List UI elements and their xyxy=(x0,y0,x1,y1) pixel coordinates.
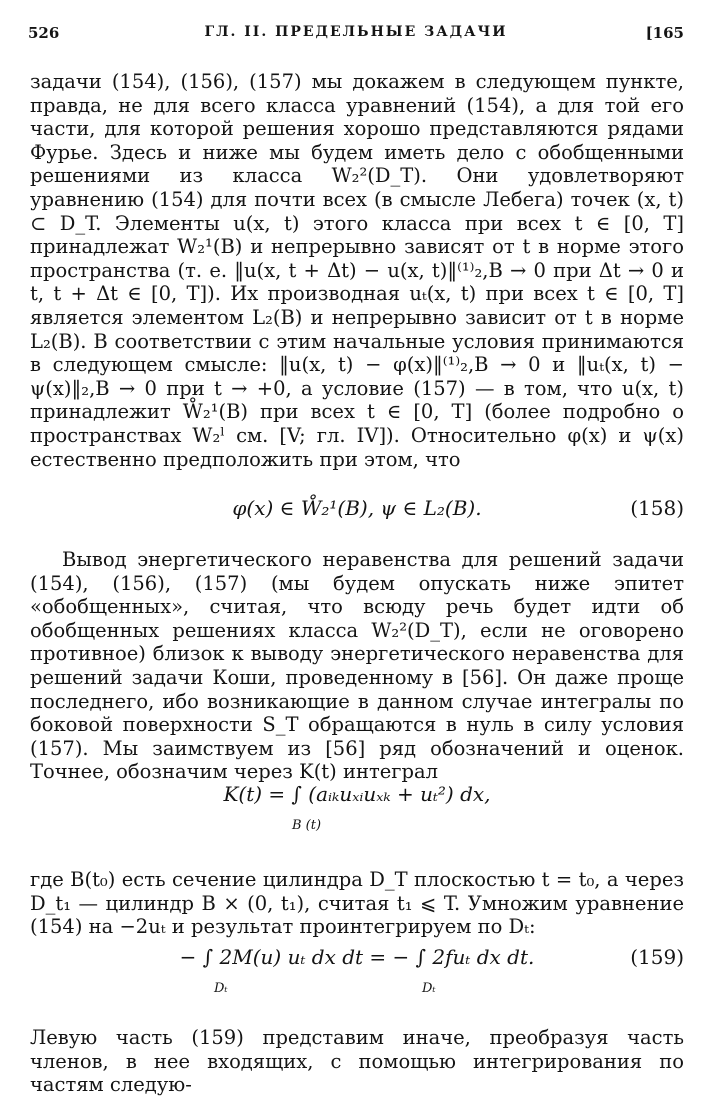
page-number: 526 xyxy=(28,24,60,42)
paragraph-4: Левую часть (159) представим иначе, преобразуя часть членов, в нее входящих, с помощью интегрирования по частям следую- xyxy=(30,1026,684,1097)
equation-k-formula: K(t) = ∫ (aᵢₖuₓᵢuₓₖ + uₜ²) dx, xyxy=(223,782,491,806)
section-mark: [165 xyxy=(645,24,684,42)
equation-158-formula: φ(x) ∈ W̊₂¹(B), ψ ∈ L₂(B). xyxy=(232,496,482,520)
paragraph-1: задачи (154), (156), (157) мы докажем в следующем пункте, правда, не для всего класса уравнений (154), а для той его части, для которой решения хорошо представляются рядами Фурье. Здесь и ниже мы будем иметь дело с обобщенными решениями из класса W₂²(D_T). Они удовлетворяют уравнению (154) для почти всех (в смысле Лебега) точек (x, t) ⊂ D_T. Элементы u(x, t) этого класса при всех t ∈ [0, T] принадлежат W₂¹(B) и непрерывно зависят от t в норме этого пространства (т. е. ‖u(x, t + Δt) − u(x, t)‖⁽¹⁾₂,B → 0 при Δt → 0 и t, t + Δt ∈ [0, T]). Их производная uₜ(x, t) при всех t ∈ [0, T] является элементом L₂(B) и непрерывно зависит от t в норме L₂(B). В соответствии с этим начальные условия принимаются в следующем смысле: ‖u(x, t) − φ(x)‖⁽¹⁾₂,B → 0 и ‖uₜ(x, t) − ψ(x)‖₂,B → 0 при t → +0, а условие (157) — в том, что u(x, t) принадлежит W̊₂¹(B) при всех t ∈ [0, T] (более подробно о пространствах W₂ˡ см. [V; гл. IV]). Относительно φ(x) и ψ(x) естественно предположить при этом, что xyxy=(30,70,684,471)
equation-159-domain-left: Dₜ xyxy=(214,981,228,996)
equation-158-number: (158) xyxy=(630,496,684,520)
chapter-title: ГЛ. II. ПРЕДЕЛЬНЫЕ ЗАДАЧИ xyxy=(204,24,508,40)
equation-159-domain-right: Dₜ xyxy=(422,981,436,996)
equation-k-integral xyxy=(30,782,684,852)
paragraph-3: где B(t₀) есть сечение цилиндра D_T плоскостью t = t₀, а через D_t₁ — цилиндр B × (0, t₁), считая t₁ ⩽ T. Умножим уравнение (154) на −2uₜ и результат проинтегрируем по Dₜ: xyxy=(30,868,684,939)
equation-159-number: (159) xyxy=(630,945,684,969)
equation-159-formula: − ∫ 2M(u) uₜ dx dt = − ∫ 2fuₜ dx dt. xyxy=(179,945,535,969)
paragraph-2: Вывод энергетического неравенства для решений задачи (154), (156), (157) (мы будем опускать ниже эпитет «обобщенных», считая, что всюду речь будет идти об обобщенных решениях класса W₂²(D_T), если не оговорено противное) близок к выводу энергетического неравенства для решений задачи Коши, проведенному в [56]. Он даже проще последнего, ибо возникающие в данном случае интегралы по боковой поверхности S_T обращаются в нуль в силу условия (157). Мы заимствуем из [56] ряд обозначений и оценок. Точнее, обозначим через K(t) интеграл xyxy=(30,548,684,784)
equation-159 xyxy=(30,945,684,1015)
equation-158 xyxy=(30,496,684,526)
equation-k-domain: B (t) xyxy=(292,818,322,833)
running-header xyxy=(28,24,684,48)
